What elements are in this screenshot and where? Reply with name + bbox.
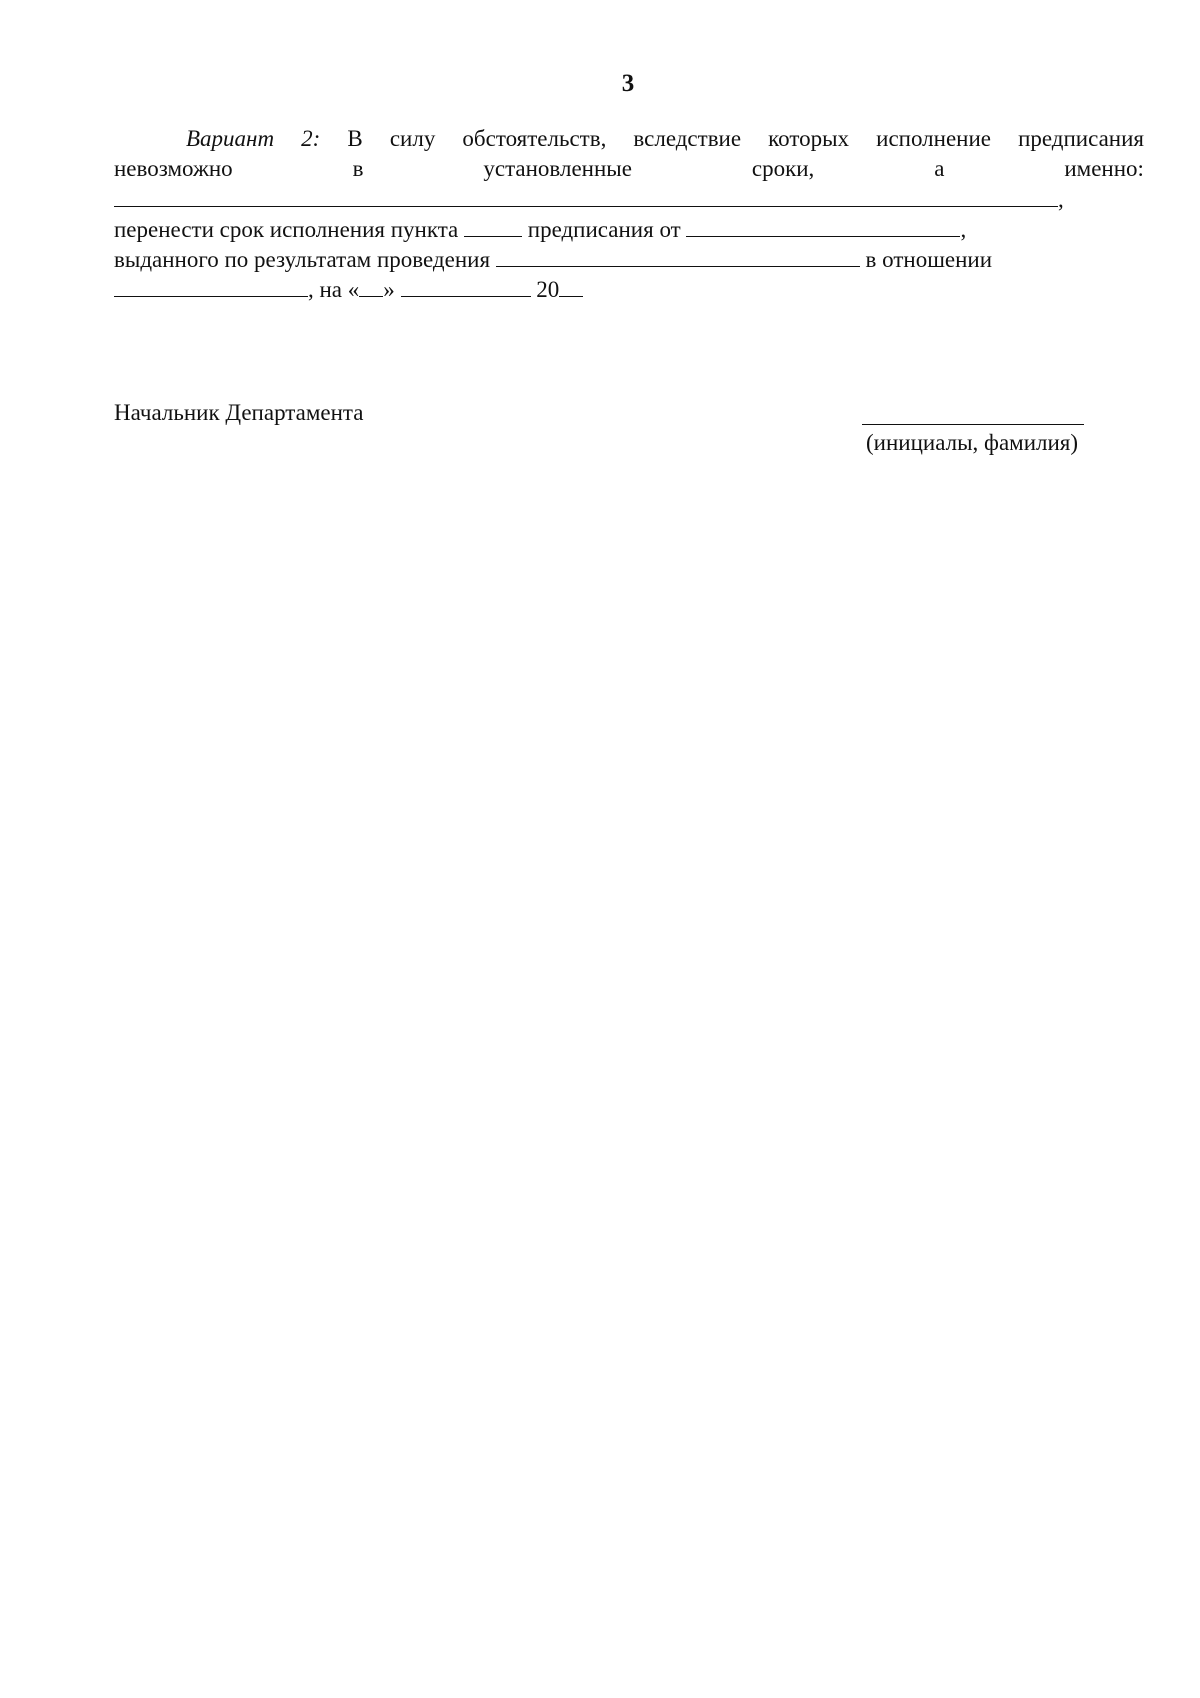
paragraph-line-2	[114, 156, 1144, 182]
paragraph-line-1	[114, 126, 1144, 152]
word-6: именно:	[1064, 156, 1144, 181]
issued-text: выданного по результатам проведения	[114, 247, 491, 272]
blank-day-field[interactable]	[359, 276, 383, 297]
paragraph-text-1: В силу обстоятельств, вследствие которых исполнение предписания	[320, 126, 1145, 151]
word-4: сроки,	[751, 156, 815, 181]
blank-year-field[interactable]	[559, 276, 583, 297]
page-number: 3	[621, 70, 635, 97]
blank-entity-field[interactable]	[114, 276, 308, 297]
paragraph-line-3	[114, 186, 1144, 213]
on-text: , на «	[308, 277, 360, 302]
prescription-from-text: предписания от	[527, 217, 681, 242]
quote-close: »	[383, 277, 395, 302]
variant-label: Вариант 2:	[186, 126, 321, 151]
signature-line[interactable]	[862, 404, 1084, 425]
regarding-text: в отношении	[865, 247, 993, 272]
paragraph-line-5	[114, 246, 1144, 273]
blank-prescription-date-field[interactable]	[686, 216, 960, 237]
word-1: невозможно	[114, 156, 233, 181]
blank-circumstances-field[interactable]	[114, 186, 1058, 207]
blank-month-field[interactable]	[401, 276, 531, 297]
paragraph-line-6	[114, 276, 1144, 303]
postpone-text: перенести срок исполнения пункта	[114, 217, 459, 242]
comma: ,	[1058, 187, 1064, 212]
comma: ,	[960, 217, 967, 242]
year-prefix: 20	[536, 277, 560, 302]
blank-item-number-field[interactable]	[464, 216, 522, 237]
signature-title: Начальник Департамента	[114, 400, 364, 425]
paragraph-line-4	[114, 216, 1144, 243]
word-5: а	[934, 156, 945, 181]
signature-caption: (инициалы, фамилия)	[866, 430, 1079, 455]
blank-inspection-field[interactable]	[496, 246, 860, 267]
word-2: в	[352, 156, 364, 181]
word-3: установленные	[483, 156, 632, 181]
